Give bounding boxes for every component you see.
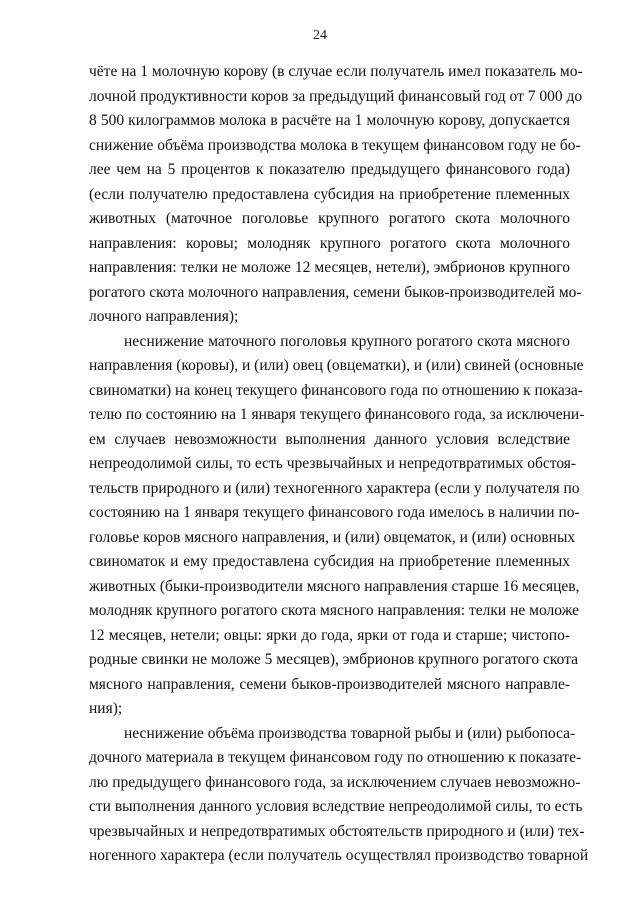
- text-line: ем случаев невозможности выполнения данного условия вследствие: [89, 431, 570, 448]
- text-line: состоянию на 1 января текущего финансового года имелось в наличии по-: [89, 504, 580, 521]
- paragraph-first-line: неснижение маточного поголовья крупного рогатого скота мясного: [124, 333, 570, 350]
- text-line: чёте на 1 молочную корову (в случае если получатель имел показатель мо-: [89, 63, 583, 80]
- text-line: мясного направления, семени быков-производителей мясного направле-: [89, 676, 570, 693]
- text-line: телю по состоянию на 1 января текущего финансового года, за исключени-: [89, 406, 585, 423]
- text-line: направления: телки не моложе 12 месяцев, нетели), эмбрионов крупного: [89, 259, 570, 276]
- text-line: лее чем на 5 процентов к показателю предыдущего финансового года): [89, 161, 570, 178]
- text-line: тельств природного и (или) техногенного характера (если у получателя по: [89, 480, 580, 497]
- text-line: рогатого скота молочного направления, семени быков-производителей мо-: [89, 284, 582, 301]
- text-line: свиноматки) на конец текущего финансового года по отношению к показа-: [89, 382, 583, 399]
- text-line: снижение объёма производства молока в текущем финансовом году не бо-: [89, 137, 581, 154]
- text-line: животных (маточное поголовье крупного рогатого скота молочного: [89, 210, 570, 227]
- text-line: лочного направления);: [89, 308, 239, 325]
- text-line: животных (быки-производители мясного направления старше 16 месяцев,: [89, 578, 580, 595]
- text-line: (если получателю предоставлена субсидия на приобретение племенных: [89, 186, 570, 203]
- text-line: родные свинки не моложе 5 месяцев), эмбрионов крупного рогатого скота: [89, 651, 579, 668]
- text-line: дочного материала в текущем финансовом году по отношению к показате-: [89, 749, 582, 766]
- text-line: 12 месяцев, нетели; овцы: ярки до года, ярки от года и старше; чистопо-: [89, 627, 570, 644]
- paragraph-first-line: неснижение объёма производства товарной рыбы и (или) рыбопоса-: [124, 725, 576, 742]
- text-line: свиноматок и ему предоставлена субсидия на приобретение племенных: [89, 553, 570, 570]
- text-line: головье коров мясного направления, и (или) овцематок, и (или) основных: [89, 529, 576, 546]
- text-line: ногенного характера (если получатель осуществлял производство товарной: [89, 847, 589, 864]
- text-line: ния);: [89, 700, 123, 717]
- text-line: направления (коровы), и (или) овец (овцематки), и (или) свиней (основные: [89, 357, 584, 374]
- text-line: направления: коровы; молодняк крупного рогатого скота молочного: [89, 235, 570, 252]
- page-number: 24: [313, 28, 327, 43]
- text-line: непреодолимой силы, то есть чрезвычайных и непредотвратимых обстоя-: [89, 455, 577, 472]
- text-line: сти выполнения данного условия вследствие непреодолимой силы, то есть: [89, 798, 583, 815]
- text-line: 8 500 килограммов молока в расчёте на 1 молочную корову, допускается: [89, 112, 570, 129]
- text-line: молодняк крупного рогатого скота мясного направления: телки не моложе: [89, 602, 579, 619]
- text-line: лочной продуктивности коров за предыдущий финансовый год от 7 000 до: [89, 88, 583, 105]
- text-line: чрезвычайных и непредотвратимых обстоятельств природного и (или) тех-: [89, 823, 585, 840]
- text-line: лю предыдущего финансового года, за исключением случаев невозможно-: [89, 774, 581, 791]
